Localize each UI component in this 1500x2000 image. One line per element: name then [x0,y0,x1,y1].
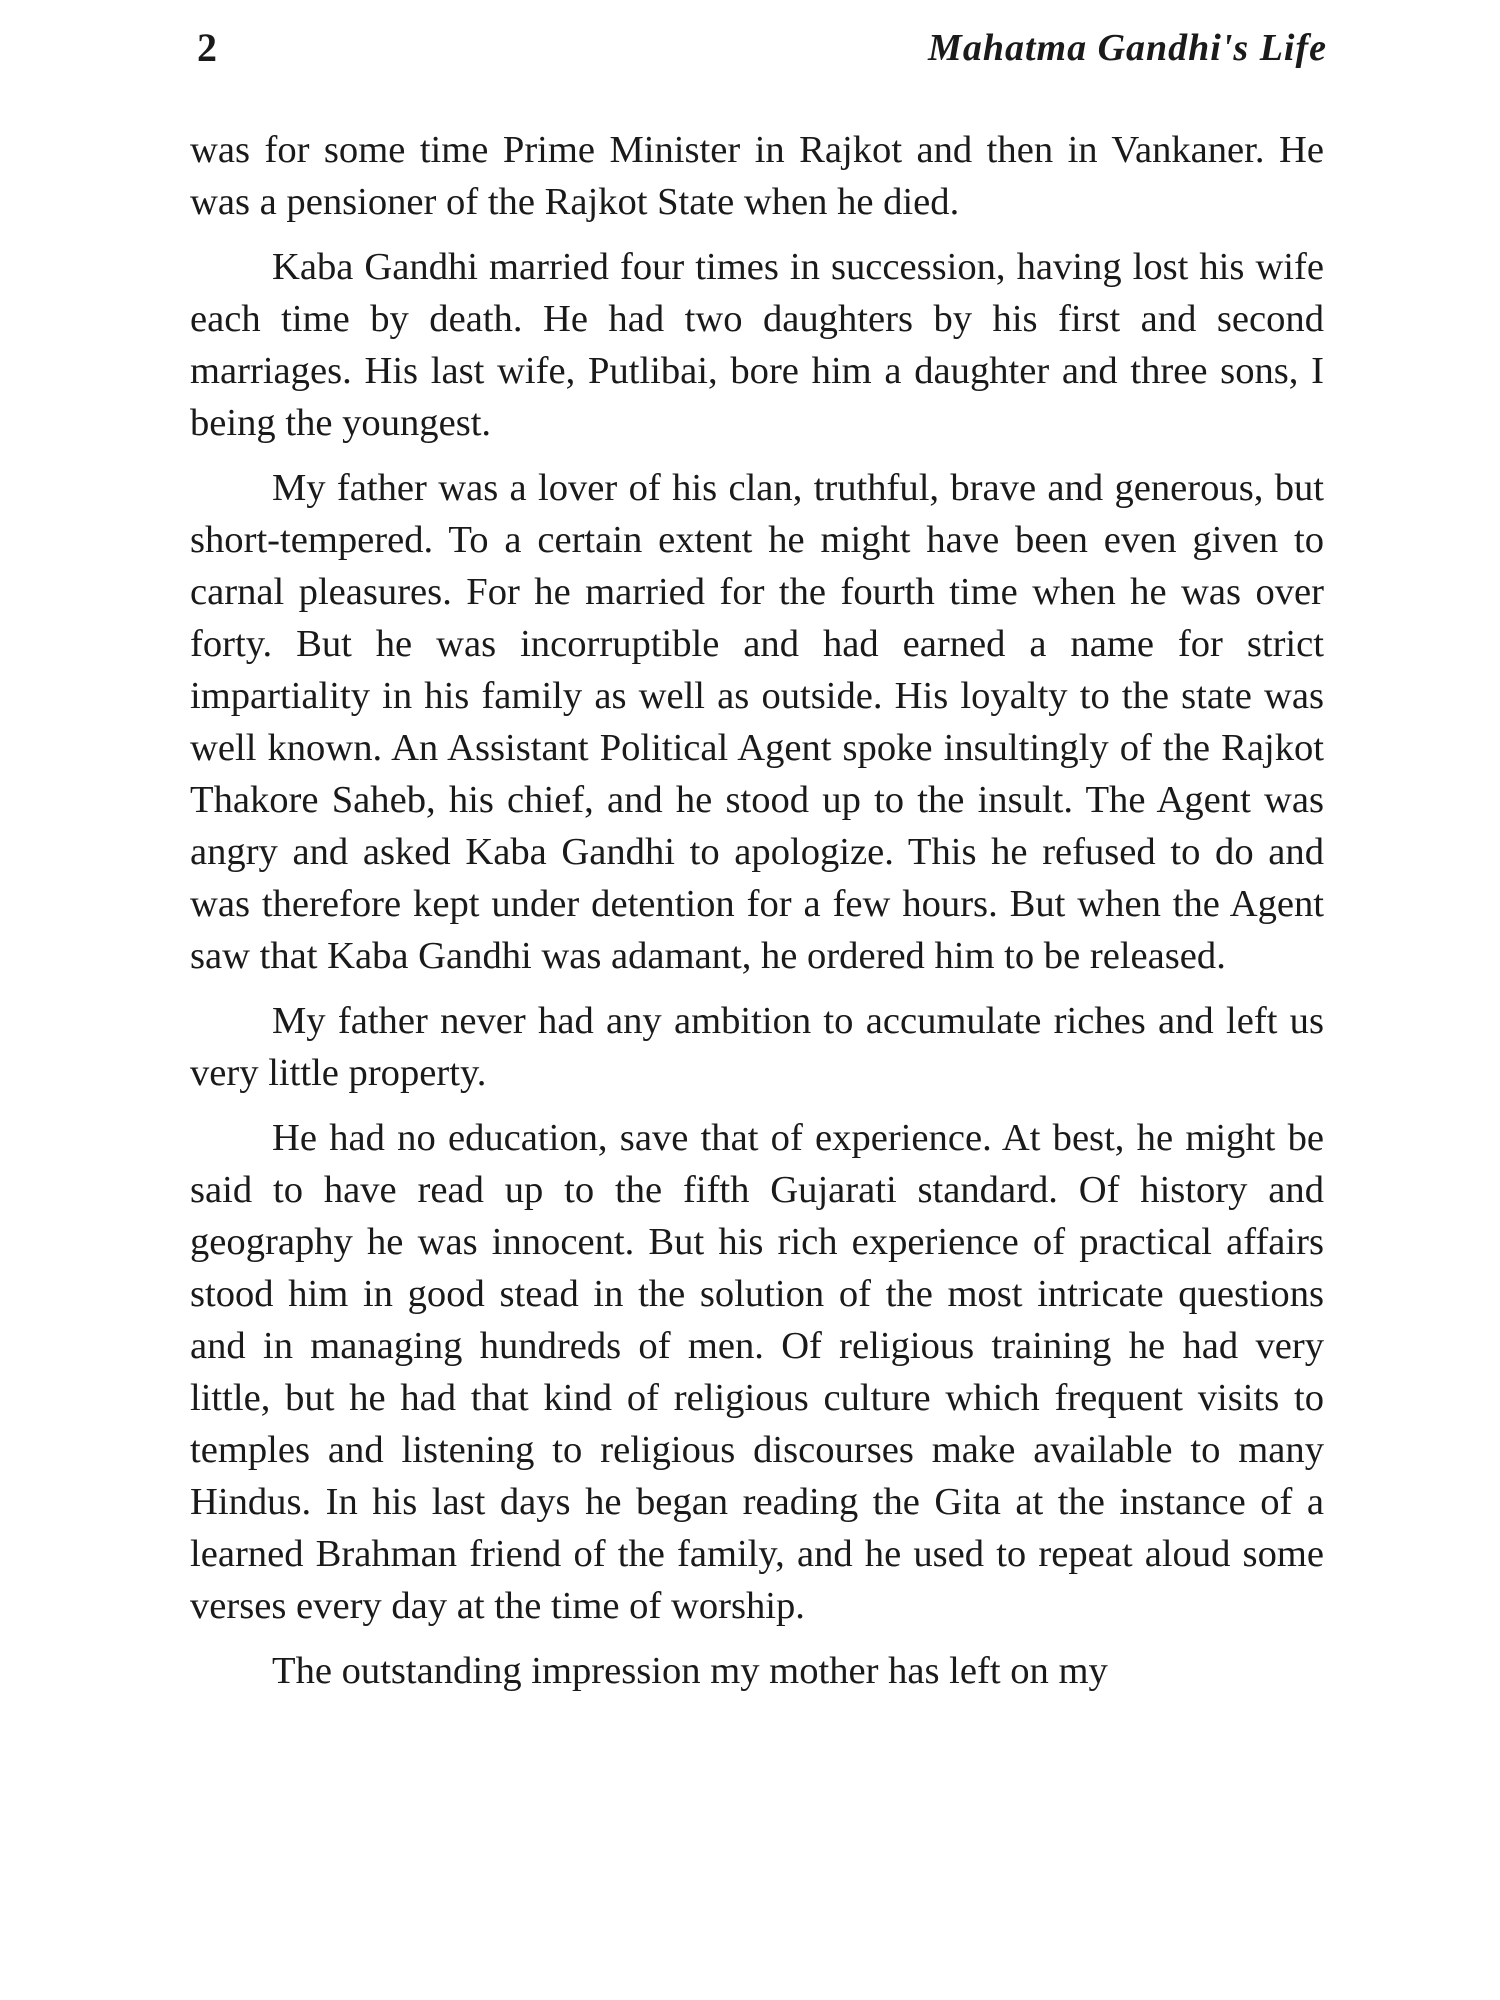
paragraph-4: My father never had any ambition to accumulate riches and left us very little property. [190,1000,1324,1094]
paragraph-2: Kaba Gandhi married four times in succession, having lost his wife each time by death. He had two daughters by his first and second marriages. His last wife, Putlibai, bore him a daughter and three sons, I being the youngest. [190,246,1324,444]
paragraph-3: My father was a lover of his clan, truthful, brave and generous, but short-tempered. To a certain extent he might have been even given to carnal pleasures. For he married for the fourth time when he was over forty. But he was incorruptible and had earned a name for strict impartiality in his family as well as outside. His loyalty to the state was well known. An Assistant Political Agent spoke insultingly of the Rajkot Thakore Saheb, his chief, and he stood up to the insult. The Agent was angry and asked Kaba Gandhi to apologize. This he refused to do and was therefore kept under detention for a few hours. But when the Agent saw that Kaba Gandhi was adamant, he ordered him to be released. [190,467,1324,977]
paragraph-6: The outstanding impression my mother has left on my [272,1650,1108,1692]
page-header [197,18,1327,78]
page-number: 2 [197,25,217,70]
paragraph-1: was for some time Prime Minister in Rajkot and then in Vankaner. He was a pensioner of the Rajkot State when he died. [190,129,1324,223]
body-text [190,124,1324,1697]
paragraph-5: He had no education, save that of experience. At best, he might be said to have read up to the fifth Gujarati standard. Of history and geography he was innocent. But his rich experience of practical affairs stood him in good stead in the solution of the most intricate questions and in managing hundreds of men. Of religious training he had very little, but he had that kind of religious culture which frequent visits to temples and listening to religious discourses make available to many Hindus. In his last days he began reading the Gita at the instance of a learned Brahman friend of the family, and he used to repeat aloud some verses every day at the time of worship. [190,1117,1324,1627]
running-title: Mahatma Gandhi's Life [928,27,1327,69]
